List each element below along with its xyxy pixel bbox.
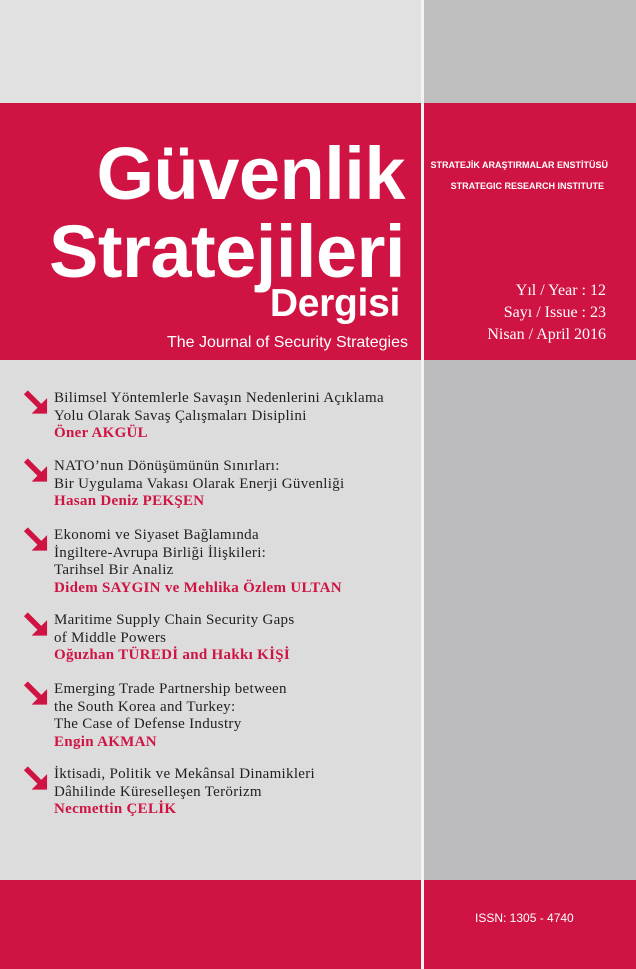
masthead-band bbox=[0, 103, 421, 360]
footer-band-right bbox=[424, 880, 636, 969]
journal-title-line-2: Stratejileri bbox=[49, 210, 405, 293]
arrow-down-right-icon bbox=[22, 456, 49, 484]
article-title-line: Maritime Supply Chain Security Gaps bbox=[54, 612, 295, 628]
issue-details bbox=[487, 280, 606, 346]
article-author: Didem SAYGIN ve Mehlika Özlem ULTAN bbox=[54, 579, 342, 596]
footer-band-left bbox=[0, 880, 421, 969]
arrow-down-right-icon bbox=[22, 388, 49, 416]
institute-name-en: STRATEGIC RESEARCH INSTITUTE bbox=[450, 181, 604, 191]
article-text bbox=[54, 766, 315, 819]
article-title-line: Bilimsel Yöntemlerle Savaşın Nedenlerini Açıklama bbox=[54, 390, 384, 406]
article-author: Engin AKMAN bbox=[54, 733, 157, 750]
article-title-line: Tarihsel Bir Analiz bbox=[54, 562, 174, 579]
article-title-line: The Case of Defense Industry bbox=[54, 716, 242, 733]
journal-title-line-3: Dergisi bbox=[269, 282, 400, 325]
article-title-line: Dâhilinde Küreselleşen Terörizm bbox=[54, 783, 262, 800]
issue-date: Nisan / April 2016 bbox=[487, 326, 606, 343]
article-text bbox=[54, 612, 294, 665]
issue-number: Sayı / Issue : 23 bbox=[503, 304, 606, 321]
article-title-line: Bir Uygulama Vakası Olarak Enerji Güvenliği bbox=[54, 475, 345, 492]
article-title-line: the South Korea and Turkey: bbox=[54, 698, 236, 715]
top-right-panel bbox=[424, 0, 636, 103]
article-title-line: İktisadi, Politik ve Mekânsal Dinamikleri bbox=[54, 766, 316, 782]
top-left-panel bbox=[0, 0, 421, 103]
article-author: Hasan Deniz PEKŞEN bbox=[54, 493, 205, 510]
article-text bbox=[54, 527, 342, 597]
arrow-down-right-icon bbox=[22, 525, 49, 553]
article-title-line: of Middle Powers bbox=[54, 629, 167, 646]
article-title-line: İngiltere-Avrupa Birliği İlişkileri: bbox=[54, 544, 267, 561]
journal-subtitle: The Journal of Security Strategies bbox=[166, 334, 408, 351]
article-text bbox=[54, 681, 287, 751]
article-title-line: NATO’nun Dönüşümünün Sınırları: bbox=[54, 458, 280, 474]
arrow-down-right-icon bbox=[22, 679, 49, 707]
issue-info-band bbox=[424, 103, 636, 360]
issue-year: Yıl / Year : 12 bbox=[515, 282, 606, 299]
contents-panel bbox=[0, 360, 421, 880]
article-title-line: Emerging Trade Partnership between bbox=[54, 681, 287, 697]
article-author: Necmettin ÇELİK bbox=[54, 801, 177, 818]
arrow-down-right-icon bbox=[22, 764, 49, 792]
issn-number: ISSN: 1305 - 4740 bbox=[475, 911, 574, 925]
institute-name-tr: STRATEJİK ARAŞTIRMALAR ENSTİTÜSÜ bbox=[430, 160, 608, 170]
article-title-line: Yolu Olarak Savaş Çalışmaları Disiplini bbox=[54, 407, 307, 424]
article-title-line: Ekonomi ve Siyaset Bağlamında bbox=[54, 527, 259, 543]
right-side-panel bbox=[424, 360, 636, 880]
article-author: Öner AKGÜL bbox=[54, 425, 148, 442]
arrow-down-right-icon bbox=[22, 610, 49, 638]
article-text bbox=[54, 458, 344, 511]
journal-title-line-1: Güvenlik bbox=[96, 132, 405, 215]
article-text bbox=[54, 390, 384, 443]
article-author: Oğuzhan TÜREDİ and Hakkı KİŞİ bbox=[54, 647, 291, 664]
